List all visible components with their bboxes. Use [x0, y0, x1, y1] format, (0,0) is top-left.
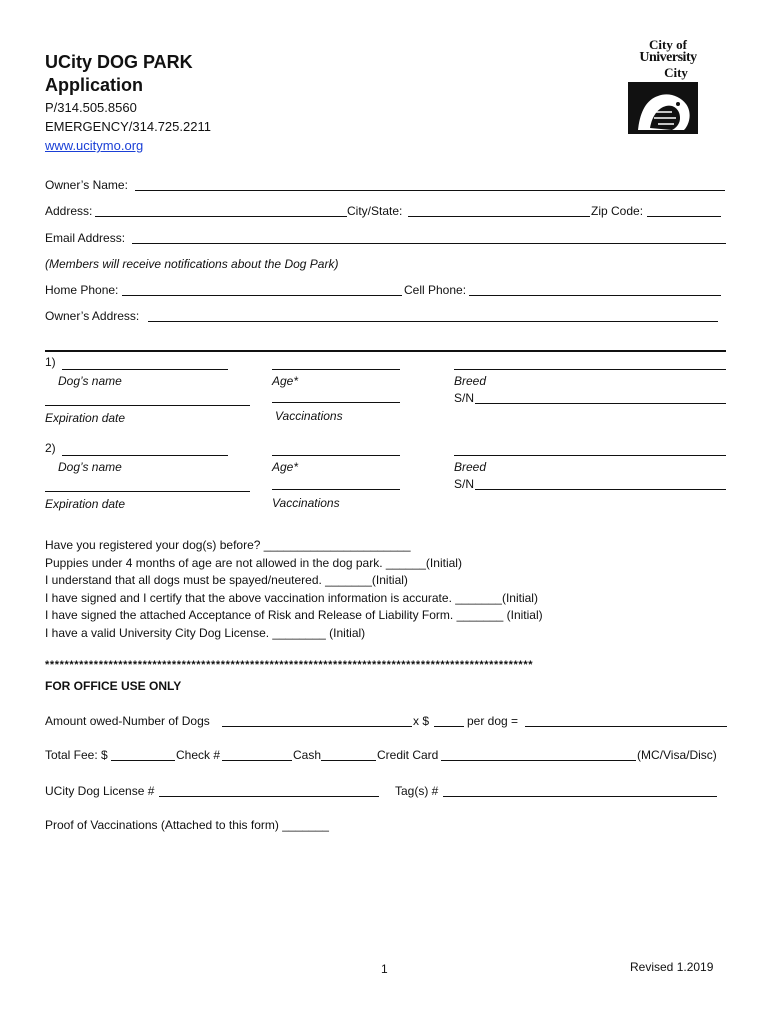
- dog1-vaccinations-label: Vaccinations: [275, 409, 343, 423]
- spayed-statement: I understand that all dogs must be spayed/neutered. _______(Initial): [45, 573, 408, 587]
- website-link[interactable]: www.ucitymo.org: [45, 138, 144, 153]
- proof-vaccinations-label: Proof of Vaccinations (Attached to this form) _______: [45, 818, 329, 832]
- phone-text: P/314.505.8560: [45, 100, 137, 115]
- zip-field[interactable]: [647, 216, 721, 217]
- cash-label: Cash: [293, 748, 322, 762]
- dog1-age-field[interactable]: [272, 369, 400, 370]
- lion-emblem-icon: [628, 82, 698, 134]
- zip-label: Zip Code:: [591, 204, 644, 218]
- total-fee-label: Total Fee: $: [45, 748, 108, 762]
- dog2-name-field[interactable]: [62, 455, 228, 456]
- dog1-sn-field[interactable]: [475, 403, 726, 404]
- dog2-age-label: Age*: [272, 460, 299, 474]
- dog1-number: 1): [45, 355, 56, 369]
- dog2-number: 2): [45, 441, 56, 455]
- owners-address-label: Owner’s Address:: [45, 309, 140, 323]
- dog1-expiration-field[interactable]: [45, 405, 250, 406]
- dog2-breed-label: Breed: [454, 460, 487, 474]
- city-state-label: City/State:: [347, 204, 403, 218]
- revision-label: Revised 1.2019: [630, 960, 714, 974]
- dog-license-field[interactable]: [159, 796, 379, 797]
- form-subtitle: Application: [45, 75, 143, 95]
- city-logo: City of University City: [628, 38, 708, 136]
- city-state-field[interactable]: [408, 216, 590, 217]
- price-per-dog-field[interactable]: [434, 726, 464, 727]
- owner-name-label: Owner’s Name:: [45, 178, 128, 192]
- check-field[interactable]: [222, 760, 292, 761]
- tags-label: Tag(s) #: [395, 784, 439, 798]
- office-divider-stars: ****************************************************************************************************: [45, 659, 534, 671]
- dog1-expiration-label: Expiration date: [45, 411, 126, 425]
- puppies-statement: Puppies under 4 months of age are not allowed in the dog park. ______(Initial): [45, 556, 462, 570]
- owners-address-field[interactable]: [148, 321, 718, 322]
- vaccination-certify-statement: I have signed and I certify that the above vaccination information is accurate. _______(Initial): [45, 591, 538, 605]
- page-number: 1: [381, 962, 388, 976]
- dog2-expiration-field[interactable]: [45, 491, 250, 492]
- license-statement: I have a valid University City Dog License. ________ (Initial): [45, 626, 366, 640]
- dog2-sn-field[interactable]: [475, 489, 726, 490]
- registered-question: Have you registered your dog(s) before? ______________________: [45, 538, 411, 552]
- address-label: Address:: [45, 204, 93, 218]
- dog1-age-label: Age*: [272, 374, 299, 388]
- x-dollar-label: x $: [413, 714, 430, 728]
- per-dog-label: per dog =: [467, 714, 519, 728]
- cell-phone-label: Cell Phone:: [404, 283, 467, 297]
- emergency-text: EMERGENCY/314.725.2211: [45, 119, 211, 134]
- cash-field[interactable]: [321, 760, 376, 761]
- amount-owed-field[interactable]: [525, 726, 727, 727]
- total-fee-field[interactable]: [111, 760, 175, 761]
- card-types-label: (MC/Visa/Disc): [637, 748, 717, 762]
- dog2-vaccinations-field[interactable]: [272, 489, 400, 490]
- dog2-vaccinations-label: Vaccinations: [272, 496, 340, 510]
- address-field[interactable]: [95, 216, 347, 217]
- email-field[interactable]: [132, 243, 726, 244]
- dog-license-label: UCity Dog License #: [45, 784, 155, 798]
- tags-field[interactable]: [443, 796, 717, 797]
- credit-card-field[interactable]: [441, 760, 636, 761]
- office-use-heading: FOR OFFICE USE ONLY: [45, 679, 182, 693]
- email-label: Email Address:: [45, 231, 126, 245]
- liability-statement: I have signed the attached Acceptance of Risk and Release of Liability Form. _______ (Initial): [45, 608, 543, 622]
- form-title: UCity DOG PARK: [45, 52, 193, 72]
- home-phone-label: Home Phone:: [45, 283, 119, 297]
- cell-phone-field[interactable]: [469, 295, 721, 296]
- dog2-breed-field[interactable]: [454, 455, 726, 456]
- dog2-name-label: Dog’s name: [58, 460, 122, 474]
- section-divider: [45, 350, 726, 352]
- dog2-age-field[interactable]: [272, 455, 400, 456]
- credit-card-label: Credit Card: [377, 748, 439, 762]
- dog2-sn-label: S/N: [454, 477, 475, 491]
- owner-name-field[interactable]: [135, 190, 725, 191]
- dog2-expiration-label: Expiration date: [45, 497, 126, 511]
- dog1-vaccinations-field[interactable]: [272, 402, 400, 403]
- home-phone-field[interactable]: [122, 295, 402, 296]
- check-label: Check #: [176, 748, 221, 762]
- dog1-sn-label: S/N: [454, 391, 475, 405]
- dog1-breed-field[interactable]: [454, 369, 726, 370]
- dog1-name-label: Dog’s name: [58, 374, 122, 388]
- dog1-breed-label: Breed: [454, 374, 487, 388]
- amount-owed-label: Amount owed-Number of Dogs: [45, 714, 210, 728]
- dog1-name-field[interactable]: [62, 369, 228, 370]
- email-note: (Members will receive notifications about the Dog Park): [45, 257, 339, 271]
- number-of-dogs-field[interactable]: [222, 726, 412, 727]
